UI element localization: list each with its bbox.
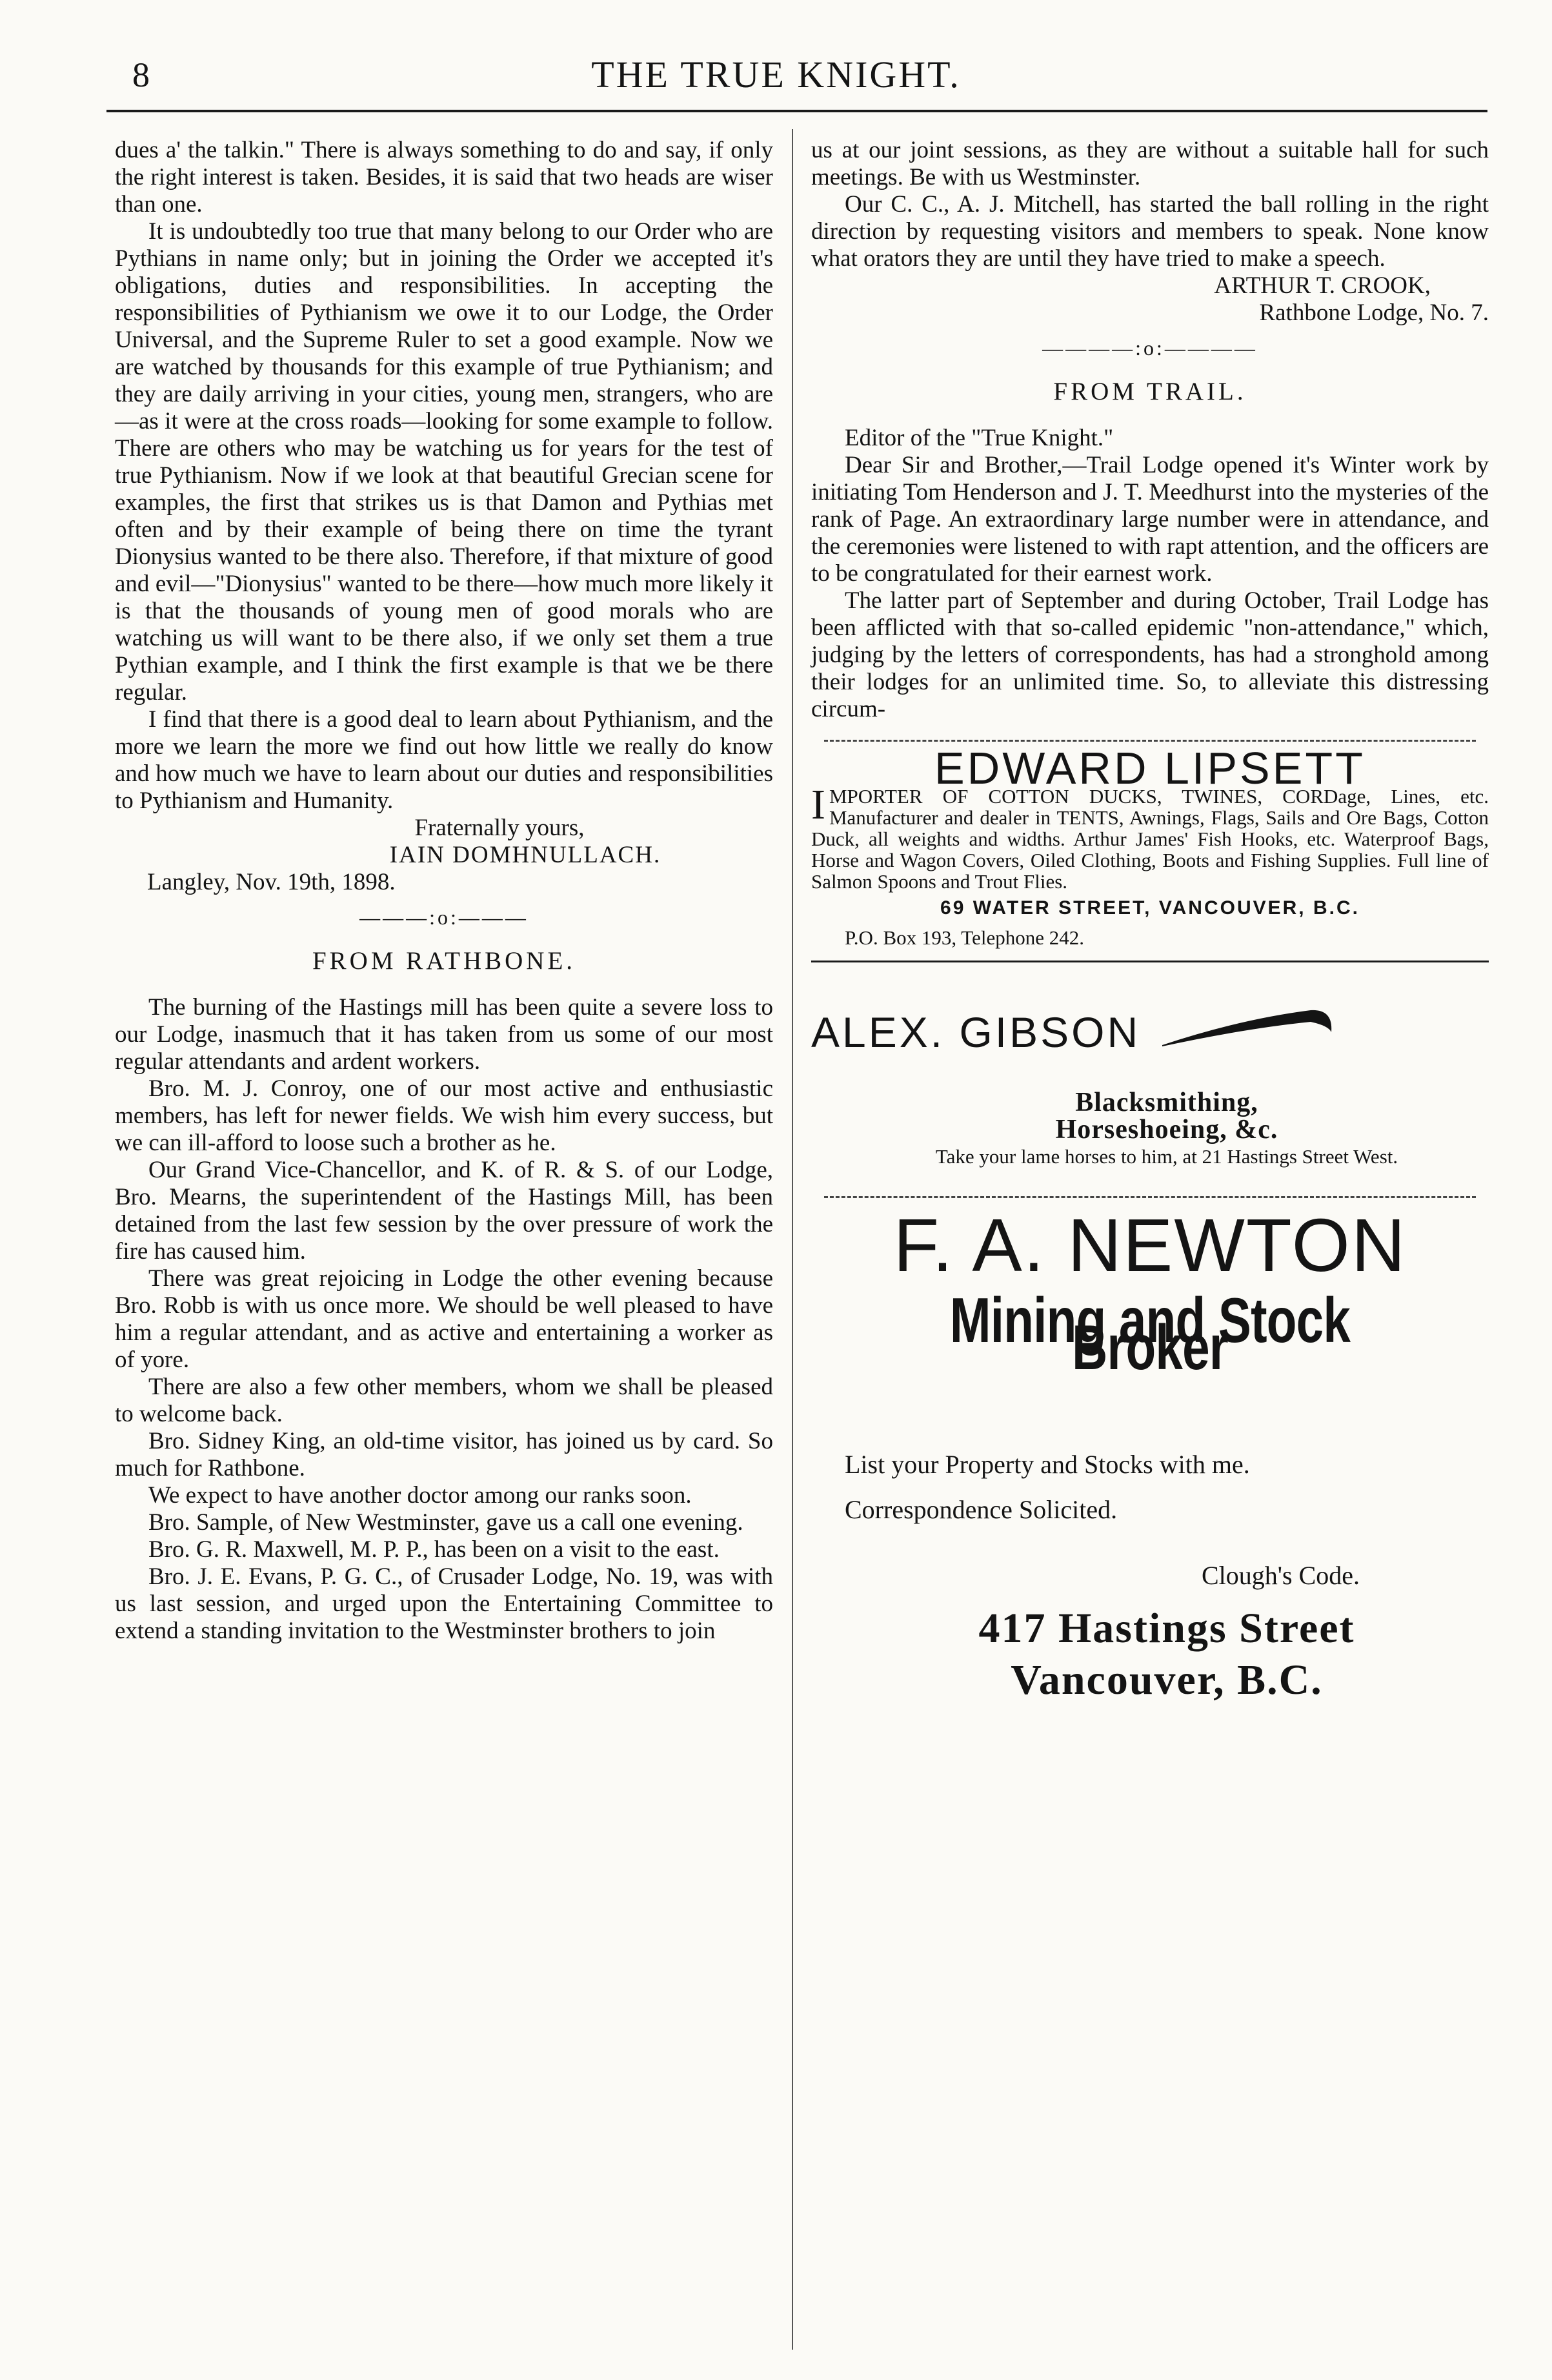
closing: Fraternally yours,: [414, 815, 585, 841]
paragraph: Bro. Sample, of New Westminster, gave us a call one evening.: [148, 1509, 743, 1536]
divider: [824, 740, 1476, 742]
paragraph: Our C. C., A. J. Mitchell, has started the ball rolling in the right direction by requesting visitors and members to speak. None know what orators they are until they have tried to make a speech.: [811, 191, 1489, 272]
ad-lipsett-body: [811, 781, 1489, 893]
ad-lipsett-name: EDWARD LIPSETT: [934, 743, 1366, 793]
paragraph: Our Grand Vice-Chancellor, and K. of R. & S. of our Lodge, Bro. Mearns, the superintendent of the Hastings Mill, has been detained from the last few session by the over pressure of work the fire has caused him.: [115, 1157, 773, 1265]
author: IAIN DOMHNULLACH.: [389, 842, 661, 868]
ad-gibson-line2: Horseshoeing, &c.: [1055, 1115, 1278, 1144]
paragraph: The latter part of September and during October, Trail Lodge has been afflicted with that so-called epidemic "non-attendance," which, judging by the letters of correspondents, has had a stronghold among their lodges for an unlimited time. So, to alleviate this distressing circum-: [811, 587, 1489, 722]
ad-newton-code: Clough's Code.: [1202, 1561, 1360, 1590]
dateline: Langley, Nov. 19th, 1898.: [147, 869, 396, 895]
ad-gibson: [811, 1006, 1489, 1198]
paragraph: dues a' the talkin." There is always something to do and say, if only the right interest is taken. Besides, it is said that two heads are wiser than one.: [115, 137, 773, 218]
paragraph: Bro. Sidney King, an old-time visitor, has joined us by card. So much for Rathbone.: [115, 1428, 773, 1481]
section-title-rathbone: FROM RATHBONE.: [312, 947, 576, 975]
divider: [824, 1196, 1476, 1198]
ad-lipsett-street: 69 WATER STREET, VANCOUVER, B.C.: [940, 897, 1360, 919]
ad-newton-line2: Correspondence Solicited.: [845, 1495, 1118, 1524]
paragraph: Dear Sir and Brother,—Trail Lodge opened it's Winter work by initiating Tom Henderson and J. T. Meedhurst into the mysteries of the rank of Page. An extraordinary large number were in attendance, and the ceremonies were listened to with rapt attention, and the officers are to be congratulated for their earnest work.: [811, 452, 1489, 587]
paragraph: It is undoubtedly too true that many belong to our Order who are Pythians in name only; but in joining the Order we accepted it's obligations, duties and responsibilities. In accepting the responsibilities of Pythianism we owe it to our Lodge, the Order Universal, and the Supreme Ruler to set a good example. Now we are watched by thousands for this example of true Pythianism; and they are daily arriving in your cities, young men, strangers, who are—as it were at the cross roads—looking for some example to follow. There are others who may be watching us for years for the test of true Pythianism. Now if we look at that beautiful Grecian scene for examples, the first that strikes us is that Damon and Pythias met often and by their example of being there on time the tyrant Dionysius wanted to be there also. Therefore, if that mixture of good and evil—"Dionysius" wanted to be there—how much more likely it is that the thousands of young men of good morals who are watching us will want to be there also, if we only set them a true Pythian example, and I think the first example is that we be there regular.: [115, 218, 773, 706]
drop-cap: I: [811, 781, 825, 828]
ad-newton-line1: List your Property and Stocks with me.: [845, 1450, 1250, 1479]
ad-rule: [811, 961, 1489, 962]
section-title-trail: FROM TRAIL.: [1053, 378, 1247, 405]
ad-gibson-name: ALEX. GIBSON: [811, 1008, 1141, 1056]
paragraph: We expect to have another doctor among our ranks soon.: [148, 1482, 692, 1509]
author: ARTHUR T. CROOK,: [1214, 272, 1431, 299]
paragraph: Bro. G. R. Maxwell, M. P. P., has been on a visit to the east.: [148, 1536, 720, 1563]
ad-newton-name: F. A. NEWTON: [893, 1203, 1407, 1287]
running-head: THE TRUE KNIGHT.: [591, 54, 961, 96]
horseshoe-nail-icon: [1149, 1006, 1343, 1058]
paragraph: us at our joint sessions, as they are without a suitable hall for such meetings. Be with us Westminster.: [811, 137, 1489, 190]
paragraph: I find that there is a good deal to learn about Pythianism, and the more we learn the more we find out how little we really do know and how much we have to learn about our duties and responsibilities to Pythianism and Humanity.: [115, 706, 773, 814]
paragraph: There are also a few other members, whom we shall be pleased to welcome back.: [115, 1374, 773, 1427]
column-rule: [792, 129, 793, 2350]
paragraph: Bro. M. J. Conroy, one of our most active and enthusiastic members, has left for newer fields. We wish him every success, but we can ill-afford to loose such a brother as he.: [115, 1075, 773, 1156]
ad-lipsett: [811, 743, 1489, 962]
separator: ———:o:———: [359, 906, 529, 929]
paragraph: There was great rejoicing in Lodge the other evening because Bro. Robb is with us once more. We should be well pleased to have him a regular attendant, and as active and entertaining a worker as of yore.: [115, 1265, 773, 1373]
ad-lipsett-po: P.O. Box 193, Telephone 242.: [845, 926, 1084, 949]
salutation: Editor of the "True Knight.": [845, 425, 1114, 451]
ad-gibson-header: [811, 1006, 1489, 1058]
ad-newton-address2: Vancouver, B.C.: [1011, 1656, 1323, 1704]
lodge-signature: Rathbone Lodge, No. 7.: [1259, 300, 1489, 326]
left-column: [115, 137, 773, 1645]
right-column: [811, 137, 1489, 1704]
ad-gibson-line1: Blacksmithing,: [1075, 1088, 1258, 1117]
ad-newton-address1: 417 Hastings Street: [978, 1605, 1355, 1652]
page-number: 8: [132, 56, 150, 94]
ad-newton-subtitle: Mining and Stock Broker: [949, 1285, 1351, 1383]
paragraph: The burning of the Hastings mill has been quite a severe loss to our Lodge, inasmuch that it has taken from us some of our most regular attendants and ardent workers.: [115, 994, 773, 1075]
separator: ————:o:————: [1042, 336, 1258, 360]
ad-newton: [811, 1203, 1489, 1704]
paragraph: Bro. J. E. Evans, P. G. C., of Crusader Lodge, No. 19, was with us last session, and urged upon the Entertaining Committee to extend a standing invitation to the Westminster brothers to join: [115, 1563, 773, 1644]
ad-lipsett-text: MPORTER OF COTTON DUCKS, TWINES, CORDage, Lines, etc. Manufacturer and dealer in TENTS, Awnings, Flags, Sails and Ore Bags, Cotton Duck, all weights and widths. Arthur James' Fish Hooks, etc. Waterproof Bags, Horse and Wagon Covers, Oiled Clothing, Boots and Fishing Supplies. Full line of Salmon Spoons and Trout Flies.: [811, 785, 1489, 893]
head-rule: [106, 110, 1487, 112]
ad-gibson-take: Take your lame horses to him, at 21 Hastings Street West.: [935, 1145, 1398, 1168]
